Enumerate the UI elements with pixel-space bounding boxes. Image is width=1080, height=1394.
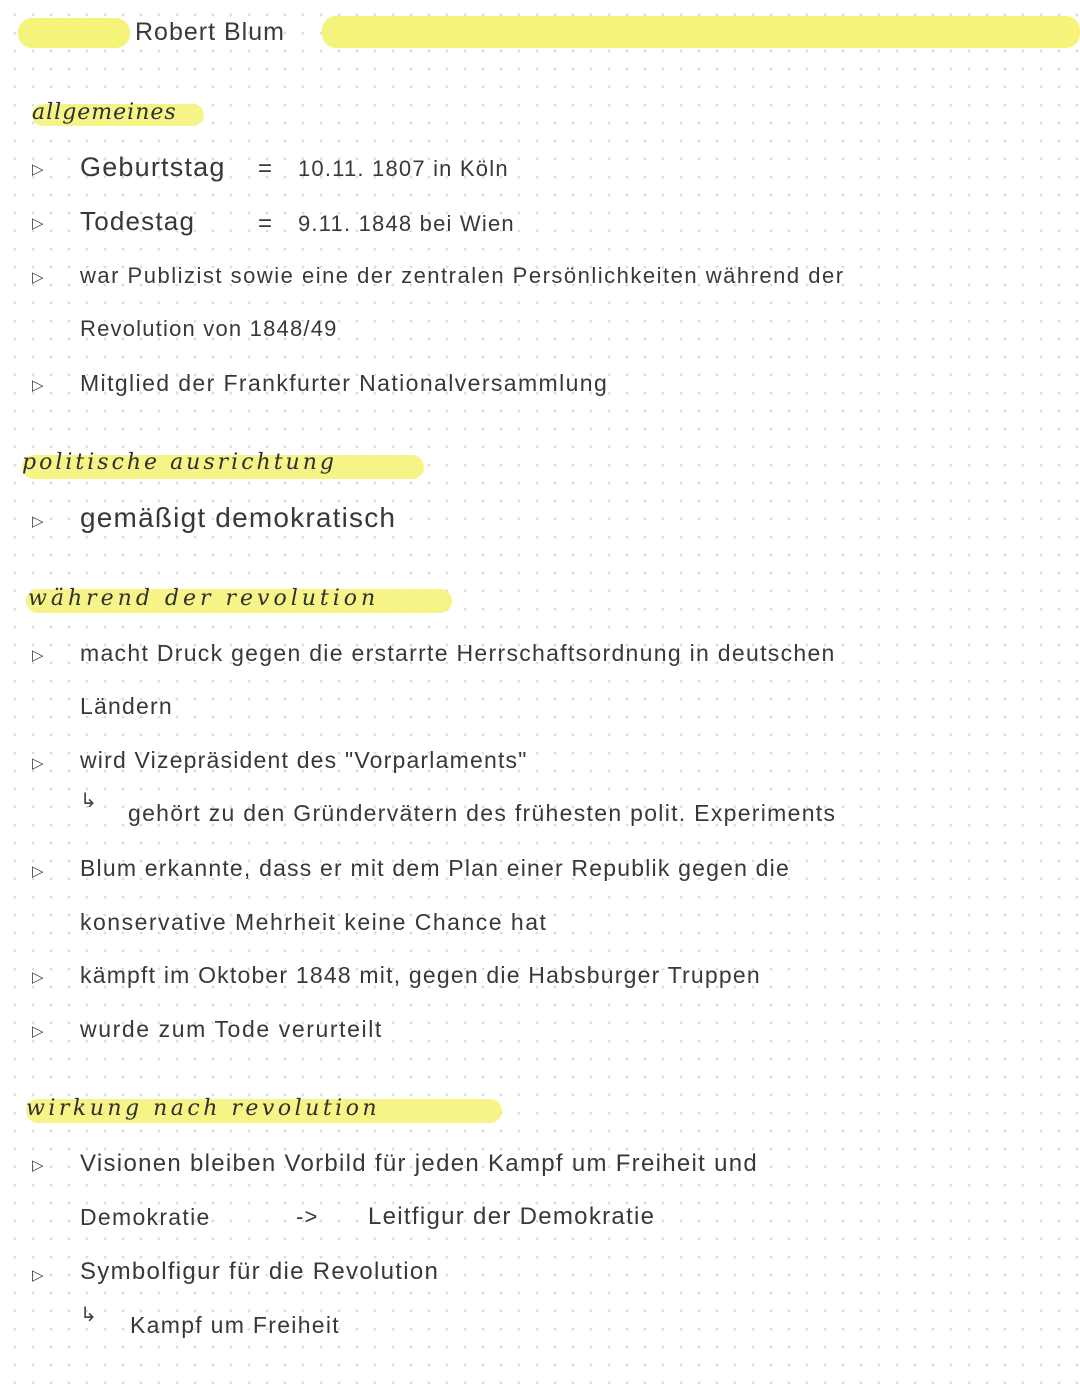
title-highlight-left xyxy=(18,18,130,48)
section-heading-allgemeines: allgemeines xyxy=(32,100,177,125)
bullet-icon: ▷ xyxy=(32,968,44,986)
section-heading-wirkung: wirkung nach revolution xyxy=(26,1096,381,1121)
fights-line: kämpft im Oktober 1848 mit, gegen die Habsburger Truppen xyxy=(80,962,761,988)
pressure-line: macht Druck gegen die erstarrte Herrschaftsordnung in deutschen xyxy=(80,640,836,666)
sub-arrow-icon: ↳ xyxy=(80,788,97,812)
publicist-line: war Publizist sowie eine der zentralen Persönlichkeiten während der xyxy=(80,263,845,288)
blum-realized-line: Blum erkannte, dass er mit dem Plan einer Republik gegen die xyxy=(80,855,790,881)
bullet-icon: ▷ xyxy=(32,512,44,530)
pressure-line-cont: Ländern xyxy=(80,693,173,719)
visions-line: Visionen bleiben Vorbild für jeden Kampf um Freiheit und xyxy=(80,1150,759,1177)
bullet-icon: ▷ xyxy=(32,268,44,286)
bullet-icon: ▷ xyxy=(32,754,44,772)
visions-arrow-text: Leitfigur der Demokratie xyxy=(368,1203,656,1230)
section-heading-politische: politische ausrichtung xyxy=(22,450,337,475)
sentenced-line: wurde zum Tode verurteilt xyxy=(80,1016,383,1042)
bullet-icon: ▷ xyxy=(32,1156,44,1174)
vice-president-sub: gehört zu den Gründervätern des frühesten polit. Experiments xyxy=(128,800,837,826)
birthday-label: Geburtstag xyxy=(80,152,226,182)
bullet-icon: ▷ xyxy=(32,862,44,880)
symbol-figure-sub: Kampf um Freiheit xyxy=(130,1312,340,1338)
sub-arrow-icon: ↳ xyxy=(80,1302,97,1326)
deathday-label: Todestag xyxy=(80,206,196,236)
bullet-icon: ▷ xyxy=(32,214,44,232)
blum-realized-cont: konservative Mehrheit keine Chance hat xyxy=(80,909,548,935)
moderate-line: gemäßigt demokratisch xyxy=(80,502,397,533)
birthday-value: 10.11. 1807 in Köln xyxy=(298,156,509,181)
title-highlight-right xyxy=(322,16,1080,48)
bullet-icon: ▷ xyxy=(32,1266,44,1284)
visions-line-cont: Demokratie xyxy=(80,1204,211,1230)
deathday-equals: = xyxy=(258,210,274,237)
visions-arrow: -> xyxy=(296,1204,319,1229)
bullet-icon: ▷ xyxy=(32,160,44,178)
page-title: Robert Blum xyxy=(135,18,285,46)
birthday-equals: = xyxy=(258,155,274,182)
publicist-line-cont: Revolution von 1848/49 xyxy=(80,316,338,341)
bullet-icon: ▷ xyxy=(32,376,44,394)
symbol-figure-line: Symbolfigur für die Revolution xyxy=(80,1258,440,1285)
bullet-icon: ▷ xyxy=(32,1022,44,1040)
vice-president-line: wird Vizepräsident des "Vorparlaments" xyxy=(80,747,528,773)
bullet-icon: ▷ xyxy=(32,646,44,664)
deathday-value: 9.11. 1848 bei Wien xyxy=(298,211,515,236)
section-heading-waehrend: während der revolution xyxy=(28,586,380,611)
member-line: Mitglied der Frankfurter Nationalversammlung xyxy=(80,370,609,396)
